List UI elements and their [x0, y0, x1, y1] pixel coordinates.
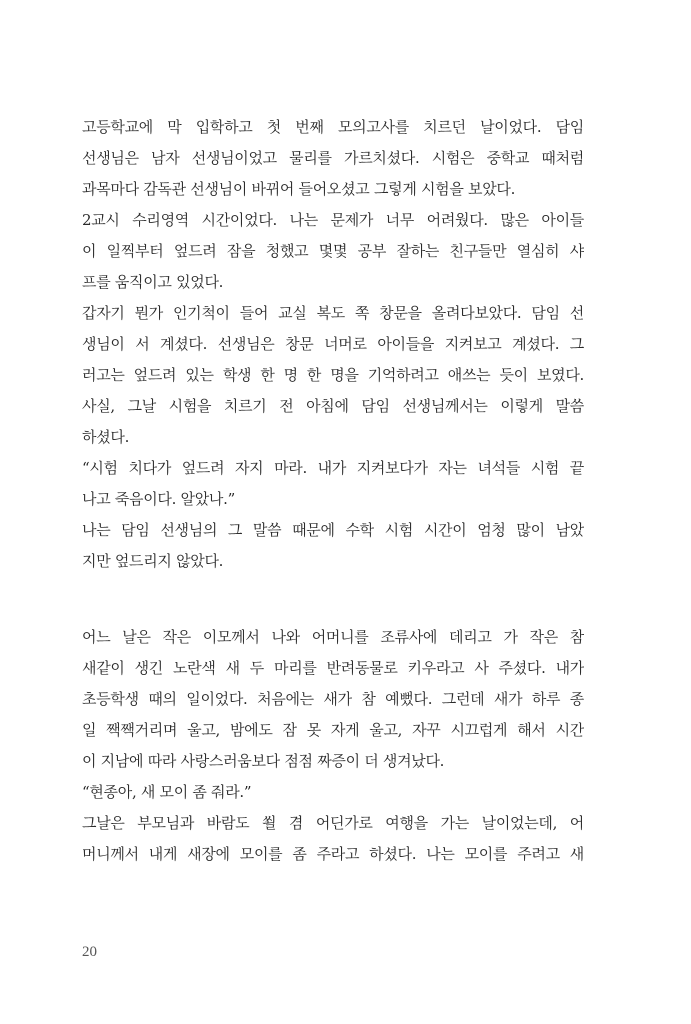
text-line: 나는 담임 선생님의 그 말씀 때문에 수학 시험 시간이 엄청 많이 남았 — [82, 521, 584, 539]
text-line: 나고 죽음이다. 알았나.” — [82, 490, 235, 508]
text-line: 2교시 수리영역 시간이었다. 나는 문제가 너무 어려웠다. 많은 아이들 — [82, 211, 584, 229]
text-line: 고등학교에 막 입학하고 첫 번째 모의고사를 치르던 날이었다. 담임 — [82, 118, 584, 136]
text-line: 프를 움직이고 있었다. — [82, 273, 224, 291]
text-line: 하셨다. — [82, 428, 130, 446]
text-line: 일 짹짹거리며 울고, 밤에도 잠 못 자게 울고, 자꾸 시끄럽게 해서 시간 — [82, 721, 584, 739]
text-section-2 — [82, 622, 584, 870]
page-number: 20 — [82, 944, 97, 960]
text-line: 사실, 그날 시험을 치르기 전 아침에 담임 선생님께서는 이렇게 말씀 — [82, 397, 584, 415]
text-line: 초등학생 때의 일이었다. 처음에는 새가 참 예뻤다. 그런데 새가 하루 종 — [82, 690, 584, 708]
text-line: 그날은 부모님과 바람도 쐴 겸 어딘가로 여행을 가는 날이었는데, 어 — [82, 814, 584, 832]
text-line: 머니께서 내게 새장에 모이를 좀 주라고 하셨다. 나는 모이를 주려고 새 — [82, 845, 584, 863]
text-line: 과목마다 감독관 선생님이 바뀌어 들어오셨고 그렇게 시험을 보았다. — [82, 180, 516, 198]
text-line: 이 일찍부터 엎드려 잠을 청했고 몇몇 공부 잘하는 친구들만 열심히 샤 — [82, 242, 584, 260]
text-line: 새같이 생긴 노란색 새 두 마리를 반려동물로 키우라고 사 주셨다. 내가 — [82, 659, 584, 677]
text-section-1 — [82, 112, 584, 577]
text-line: 선생님은 남자 선생님이었고 물리를 가르치셨다. 시험은 중학교 때처럼 — [82, 149, 584, 167]
text-line: 지만 엎드리지 않았다. — [82, 552, 224, 570]
text-line: 이 지남에 따라 사랑스러움보다 점점 짜증이 더 생겨났다. — [82, 752, 445, 770]
text-line: 러고는 엎드려 있는 학생 한 명 한 명을 기억하려고 애쓰는 듯이 보였다. — [82, 366, 584, 384]
text-line: 어느 날은 작은 이모께서 나와 어머니를 조류사에 데리고 가 작은 참 — [82, 628, 584, 646]
text-line: “현종아, 새 모이 좀 줘라.” — [82, 783, 252, 801]
text-line: 생님이 서 계셨다. 선생님은 창문 너머로 아이들을 지켜보고 계셨다. 그 — [82, 335, 584, 353]
text-line: “시험 치다가 엎드려 자지 마라. 내가 지켜보다가 자는 녀석들 시험 끝 — [82, 459, 584, 477]
text-line: 갑자기 뭔가 인기척이 들어 교실 복도 쪽 창문을 올려다보았다. 담임 선 — [82, 304, 584, 322]
